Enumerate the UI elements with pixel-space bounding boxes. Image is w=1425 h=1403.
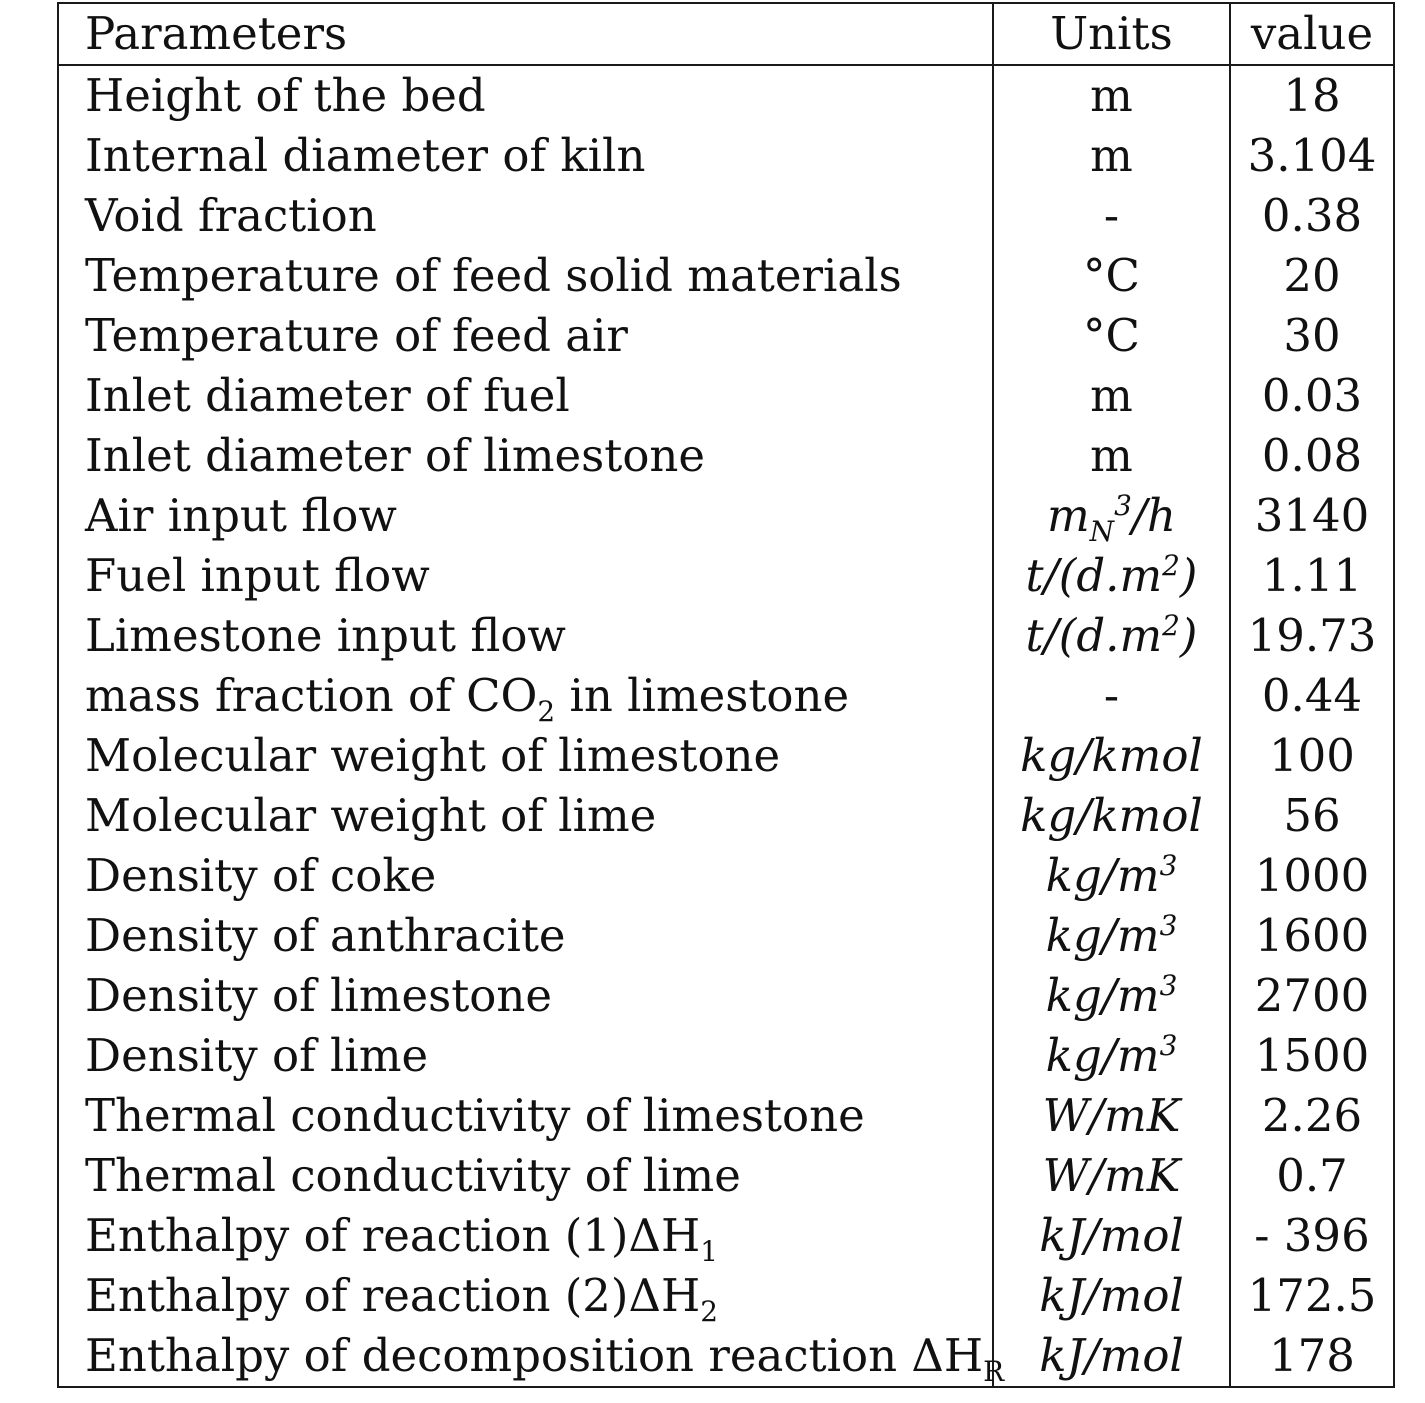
value-cell: 0.44 xyxy=(1261,669,1363,722)
parameter-cell: Enthalpy of reaction $(2)\Delta H_2$ xyxy=(58,1266,993,1326)
parameter-cell: Fuel input flow xyxy=(58,546,993,606)
table-row xyxy=(58,1326,1394,1387)
unit-cell: $kg/m^3$ xyxy=(993,966,1230,1026)
unit-cell: m xyxy=(993,126,1230,186)
unit-cell: °C xyxy=(993,246,1230,306)
parameter-cell: Internal diameter of kiln xyxy=(58,126,993,186)
value-cell: 20 xyxy=(1283,249,1341,302)
table-row xyxy=(58,966,1394,1026)
parameter-cell: Molecular weight of limestone xyxy=(58,726,993,786)
value-cell: 1600 xyxy=(1254,909,1370,962)
header-units: Units xyxy=(993,3,1230,65)
parameter-cell: Inlet diameter of fuel xyxy=(58,366,993,426)
value-cell: 56 xyxy=(1283,789,1341,842)
unit-cell: $kg/m^3$ xyxy=(993,1026,1230,1086)
table-row xyxy=(58,1266,1394,1326)
unit-cell: kJ/mol xyxy=(993,1326,1230,1387)
table-body xyxy=(58,65,1394,1387)
unit-cell: m xyxy=(993,65,1230,126)
table-row xyxy=(58,426,1394,486)
value-cell: 1500 xyxy=(1254,1029,1370,1082)
parameter-cell: Density of coke xyxy=(58,846,993,906)
table-row xyxy=(58,786,1394,846)
table-row xyxy=(58,726,1394,786)
parameter-cell: Inlet diameter of limestone xyxy=(58,426,993,486)
value-cell: 2700 xyxy=(1254,969,1370,1022)
table-row xyxy=(58,65,1394,126)
parameter-cell: Void fraction xyxy=(58,186,993,246)
header-row xyxy=(58,3,1394,65)
parameters-table xyxy=(57,2,1395,1388)
unit-cell: kJ/mol xyxy=(993,1266,1230,1326)
unit-cell: - xyxy=(993,666,1230,726)
value-cell: 19.73 xyxy=(1247,609,1377,662)
unit-cell: $kg/m^3$ xyxy=(993,906,1230,966)
table-row xyxy=(58,606,1394,666)
parameter-cell: Molecular weight of lime xyxy=(58,786,993,846)
table-row xyxy=(58,666,1394,726)
value-cell: 3140 xyxy=(1254,489,1370,542)
header-value: value xyxy=(1250,7,1374,60)
unit-cell: - xyxy=(993,186,1230,246)
value-cell: 30 xyxy=(1283,309,1341,362)
parameter-cell: Thermal conductivity of limestone xyxy=(58,1086,993,1146)
header-parameters: Parameters xyxy=(58,3,993,65)
table-row xyxy=(58,906,1394,966)
unit-cell: m xyxy=(993,366,1230,426)
table-row xyxy=(58,1146,1394,1206)
unit-cell: kJ/mol xyxy=(993,1206,1230,1266)
table-row xyxy=(58,306,1394,366)
parameter-cell: Temperature of feed air xyxy=(58,306,993,366)
value-cell: 178 xyxy=(1269,1329,1355,1382)
parameter-cell: Density of limestone xyxy=(58,966,993,1026)
parameter-cell: Height of the bed xyxy=(58,65,993,126)
unit-cell: kg/kmol xyxy=(993,726,1230,786)
parameter-cell: Enthalpy of reaction $(1)\Delta H_1$ xyxy=(58,1206,993,1266)
unit-cell: $t/(d.m^2)$ xyxy=(993,546,1230,606)
unit-cell: $kg/m^3$ xyxy=(993,846,1230,906)
value-cell: 1.11 xyxy=(1261,549,1363,602)
value-cell: 2.26 xyxy=(1261,1089,1363,1142)
unit-cell: kg/kmol xyxy=(993,786,1230,846)
table-row xyxy=(58,366,1394,426)
value-cell: 0.38 xyxy=(1261,189,1363,242)
value-cell: - 396 xyxy=(1254,1209,1370,1262)
value-cell: 18 xyxy=(1283,69,1341,122)
unit-cell: W/mK xyxy=(993,1146,1230,1206)
unit-cell: $m_N^3/h$ xyxy=(993,486,1230,546)
unit-cell: W/mK xyxy=(993,1086,1230,1146)
unit-cell: m xyxy=(993,426,1230,486)
table-row xyxy=(58,546,1394,606)
parameter-cell: Density of lime xyxy=(58,1026,993,1086)
table-row xyxy=(58,1026,1394,1086)
value-cell: 0.7 xyxy=(1276,1149,1348,1202)
table-row xyxy=(58,486,1394,546)
value-cell: 172.5 xyxy=(1247,1269,1377,1322)
parameter-cell: Air input flow xyxy=(58,486,993,546)
table-row xyxy=(58,126,1394,186)
table-row xyxy=(58,1086,1394,1146)
value-cell: 100 xyxy=(1269,729,1355,782)
unit-cell: $t/(d.m^2)$ xyxy=(993,606,1230,666)
table-row xyxy=(58,1206,1394,1266)
value-cell: 0.03 xyxy=(1261,369,1363,422)
value-cell: 3.104 xyxy=(1247,129,1377,182)
parameter-cell: Density of anthracite xyxy=(58,906,993,966)
parameter-cell: Enthalpy of decomposition reaction $\Delta H_R$ xyxy=(58,1326,993,1387)
value-cell: 0.08 xyxy=(1261,429,1363,482)
parameter-cell: Limestone input flow xyxy=(58,606,993,666)
table-row xyxy=(58,846,1394,906)
parameter-cell: Thermal conductivity of lime xyxy=(58,1146,993,1206)
table-row xyxy=(58,246,1394,306)
unit-cell: °C xyxy=(993,306,1230,366)
table-row xyxy=(58,186,1394,246)
parameter-cell: mass fraction of $CO_2$ in limestone xyxy=(58,666,993,726)
value-cell: 1000 xyxy=(1254,849,1370,902)
parameter-cell: Temperature of feed solid materials xyxy=(58,246,993,306)
